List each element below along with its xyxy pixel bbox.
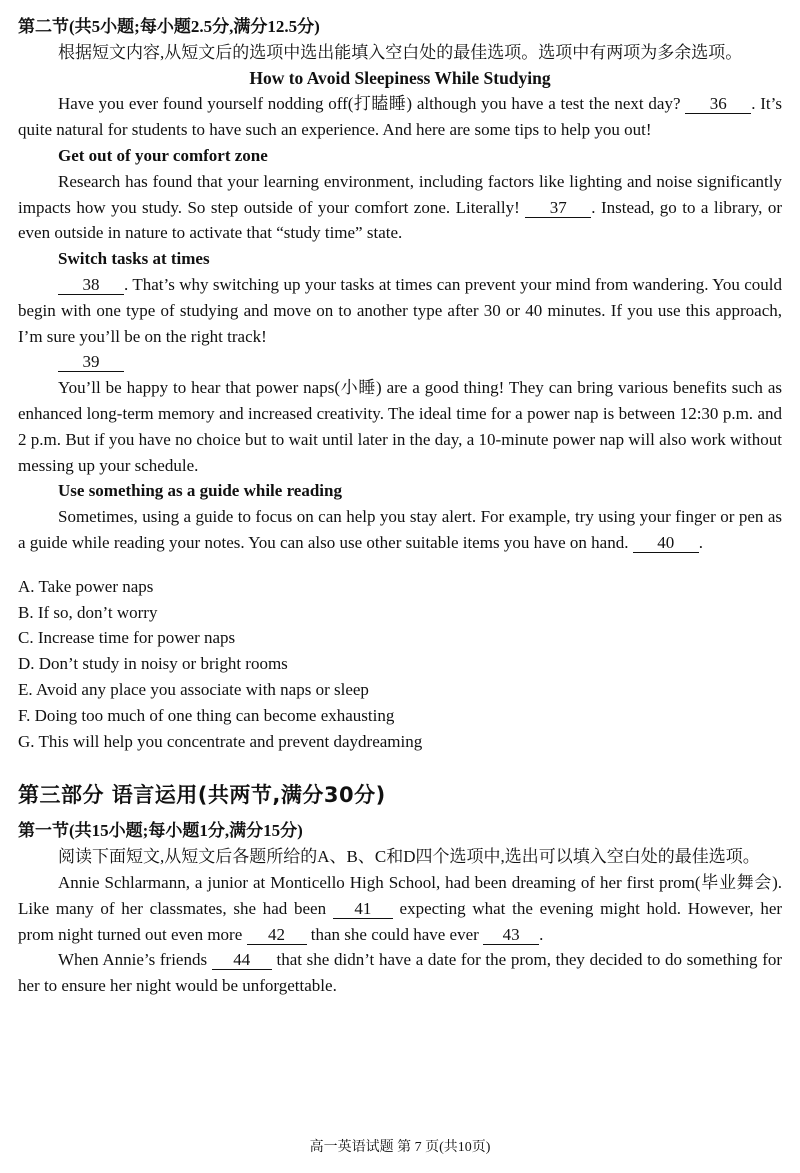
options-list — [18, 574, 782, 755]
subheading-switch-tasks: Switch tasks at times — [58, 249, 210, 269]
p1-text-d: . — [539, 924, 544, 944]
option-g: G. This will help you concentrate and prevent daydreaming — [18, 731, 423, 751]
blank-41: 41 — [333, 900, 393, 919]
option-b: B. If so, don’t worry — [18, 602, 158, 622]
blank-39-line — [18, 349, 782, 375]
blank-40: 40 — [633, 534, 699, 553]
exam-page — [18, 14, 782, 999]
intro-text-b: . It’s quite natural for students to have such an experience. And here are some tips to help you out! — [18, 94, 782, 140]
option-c: C. Increase time for power naps — [18, 628, 236, 648]
part3-instruction: 阅读下面短文,从短文后各题所给的A、B、C和D四个选项中,选出可以填入空白处的最佳选项。 — [58, 847, 760, 867]
blank-42: 42 — [247, 926, 307, 945]
p1-text-c: than she could have ever — [310, 924, 479, 944]
para4-end: . — [698, 532, 703, 552]
section2-instruction: 根据短文内容,从短文后的选项中选出能填入空白处的最佳选项。选项中有两项为多余选项。 — [58, 42, 743, 62]
part3-title: 第三部分 语言运用(共两节,满分30分) — [18, 783, 386, 808]
p1-text-a: Annie Schlarmann, a junior at Monticello High School, had been dreaming of her first prom(毕业舞会). Like many of her classmates, she had been — [18, 872, 782, 918]
page-footer: 高一英语试题 第 7 页(共10页) — [309, 1140, 491, 1155]
para1-text-a: Research has found that your learning environment, including factors like lighting and noise significantly impacts how you study. So step outside of your comfort zone. Literally! — [18, 171, 782, 217]
p2-text-a: When Annie’s friends — [58, 950, 208, 970]
prom-paragraph-1 — [18, 870, 782, 947]
paragraph-guide — [18, 504, 782, 556]
blank-36: 36 — [685, 95, 751, 114]
prom-paragraph-2 — [18, 947, 782, 999]
option-a: A. Take power naps — [18, 576, 154, 596]
option-e: E. Avoid any place you associate with naps or sleep — [18, 679, 369, 699]
paragraph-comfort-zone — [18, 169, 782, 246]
p1-text-b: expecting what the evening might hold. However, her prom night turned out even more — [18, 898, 783, 944]
p2-text-b: that she didn’t have a date for the prom, they decided to do something for her to ensure her night would be unforgettable. — [18, 950, 783, 996]
blank-43: 43 — [483, 926, 539, 945]
section2-heading: 第二节(共5小题;每小题2.5分,满分12.5分) — [18, 17, 320, 36]
option-d: D. Don’t study in noisy or bright rooms — [18, 654, 288, 674]
blank-37: 37 — [525, 199, 591, 218]
blank-38: 38 — [58, 276, 124, 295]
intro-paragraph — [18, 91, 782, 143]
subheading-guide: Use something as a guide while reading — [58, 481, 342, 501]
blank-39: 39 — [58, 353, 124, 372]
subheading-comfort-zone: Get out of your comfort zone — [58, 145, 268, 165]
option-f: F. Doing too much of one thing can become exhausting — [18, 705, 395, 725]
para2-text: . That’s why switching up your tasks at times can prevent your mind from wandering. You could begin with one type of studying and move on to another type after 30 or 40 minutes. If you use this approach, I’m sure you’ll be on the right track! — [18, 274, 782, 346]
paragraph-switch-tasks — [18, 272, 782, 349]
paragraph-power-naps: You’ll be happy to hear that power naps(小睡) are a good thing! They can bring various benefits such as enhanced long-term memory and increased creativity. The ideal time for a power nap is between 12:30 p.m. and 2 p.m. But if you have no choice but to wait until later in the day, a 10-minute power nap will also work without messing up your schedule. — [18, 378, 782, 475]
part3-section1-heading: 第一节(共15小题;每小题1分,满分15分) — [18, 821, 303, 841]
blank-44: 44 — [212, 951, 272, 970]
para4-text: Sometimes, using a guide to focus on can help you stay alert. For example, try using your finger or pen as a guide while reading your notes. You can also use other suitable items you have on hand. — [18, 507, 782, 552]
passage-title: How to Avoid Sleepiness While Studying — [249, 67, 551, 88]
para1-text-b: . Instead, go to a library, or even outside in nature to activate that “study time” state. — [18, 197, 782, 243]
intro-text-a: Have you ever found yourself nodding off(打瞌睡) although you have a test the next day? — [58, 94, 681, 114]
